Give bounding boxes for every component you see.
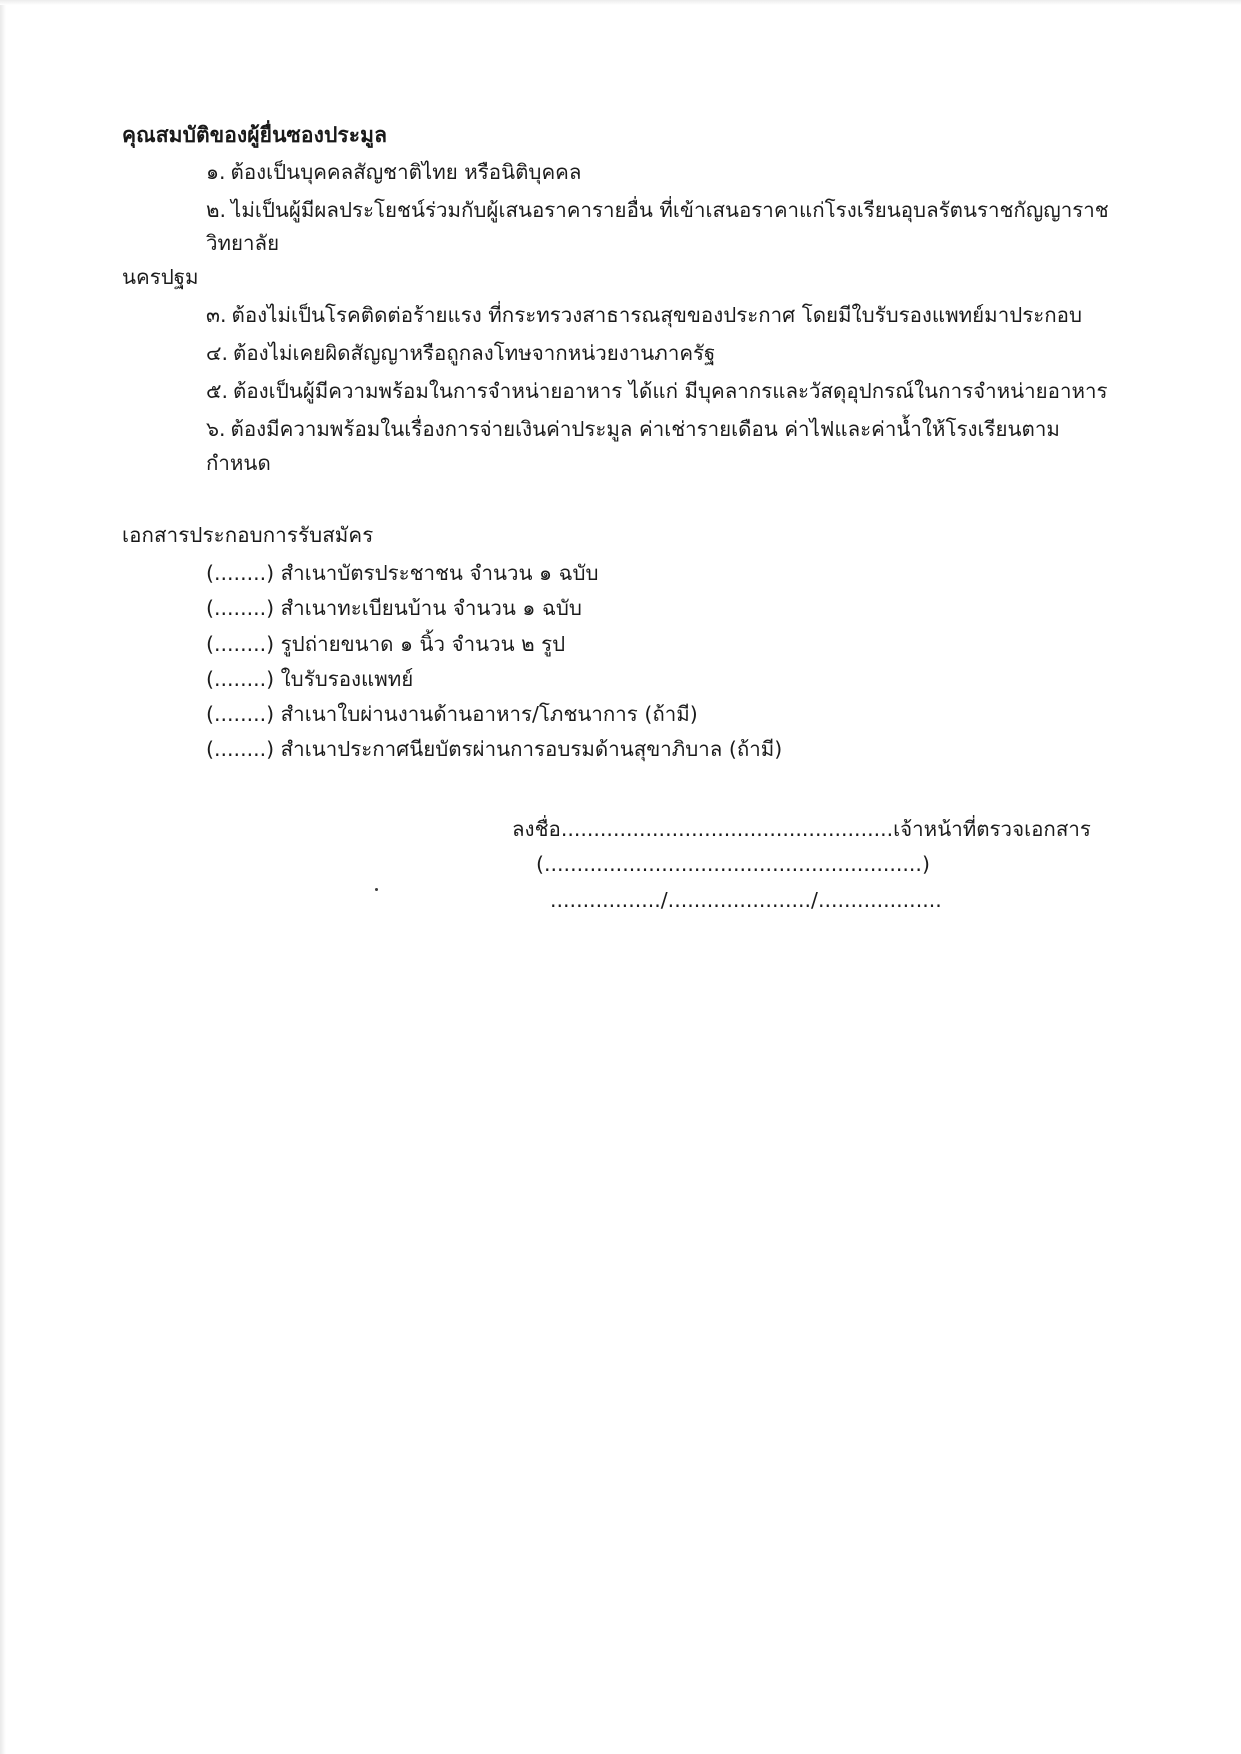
document-item-label: รูปถ่ายขนาด ๑ นิ้ว จำนวน ๒ รูป	[280, 631, 566, 656]
list-item	[122, 194, 1122, 294]
scan-edge-left	[0, 0, 6, 1754]
scan-edge-top	[0, 0, 1241, 5]
signature-dots[interactable]: ...................................................	[560, 816, 894, 841]
required-documents-heading: เอกสารประกอบการรับสมัคร	[122, 522, 374, 547]
item-number: ๒.	[206, 198, 227, 223]
required-documents-list	[122, 556, 1122, 768]
item-number: ๕.	[206, 379, 229, 404]
signature-name-line[interactable]: (..........................................................)	[536, 852, 930, 877]
qualification-row	[122, 337, 1122, 370]
item-text: ต้องไม่เป็นโรคติดต่อร้ายแรง ที่กระทรวงสาธารณสุขของประกาศ โดยมีใบรับรองแพทย์มาประกอบ	[231, 302, 1082, 327]
item-text: ต้องไม่เคยผิดสัญญาหรือถูกลงโทษจากหน่วยงานภาครัฐ	[233, 341, 716, 366]
checkbox-blank[interactable]: (........)	[206, 631, 275, 656]
scan-artifact-dot	[375, 888, 378, 891]
document-content	[122, 125, 1122, 919]
document-item-label: สำเนาบัตรประชาชน จำนวน ๑ ฉบับ	[280, 561, 599, 586]
item-number: ๑.	[206, 160, 226, 184]
section-spacer	[122, 485, 1122, 519]
list-item	[122, 413, 1122, 479]
item-number: ๖.	[206, 417, 226, 442]
checkbox-blank[interactable]: (........)	[206, 561, 275, 586]
signature-block	[122, 812, 1122, 920]
document-item-label: ใบรับรองแพทย์	[280, 666, 414, 691]
list-item	[122, 375, 1122, 408]
checkbox-blank[interactable]: (........)	[206, 737, 275, 762]
list-item	[122, 591, 1122, 626]
qualification-row	[122, 375, 1122, 408]
document-item-label: สำเนาประกาศนียบัตรผ่านการอบรมด้านสุขาภิบาล (ถ้ามี)	[280, 737, 783, 762]
qualification-row	[122, 194, 1122, 260]
list-item	[122, 156, 1122, 189]
checkbox-blank[interactable]: (........)	[206, 596, 275, 621]
list-item	[122, 662, 1122, 697]
qualifications-heading: คุณสมบัติของผู้ยื่นซองประมูล	[122, 123, 388, 147]
item-text: ต้องเป็นผู้มีความพร้อมในการจำหน่ายอาหาร ได้แก่ มีบุคลากรและวัสดุอุปกรณ์ในการจำหน่ายอาหาร	[233, 379, 1108, 404]
signature-label: ลงชื่อ	[512, 816, 561, 841]
list-item	[122, 299, 1122, 332]
checkbox-blank[interactable]: (........)	[206, 666, 275, 691]
list-item	[122, 732, 1122, 767]
item-text: ต้องเป็นบุคคลสัญชาติไทย หรือนิติบุคคล	[230, 160, 582, 184]
qualification-row	[122, 156, 1122, 189]
item-number: ๓.	[206, 302, 227, 327]
qualification-row	[122, 413, 1122, 479]
document-item-label: สำเนาทะเบียนบ้าน จำนวน ๑ ฉบับ	[280, 596, 582, 621]
list-item	[122, 697, 1122, 732]
item-number: ๔.	[206, 341, 229, 366]
checkbox-blank[interactable]: (........)	[206, 702, 275, 727]
signature-line	[512, 812, 1122, 848]
signature-date-line[interactable]: ................./....................../...................	[550, 888, 942, 913]
list-item	[122, 627, 1122, 662]
item-text-continuation: นครปฐม	[122, 264, 199, 289]
list-item	[122, 337, 1122, 370]
list-item	[122, 556, 1122, 591]
qualification-row	[122, 299, 1122, 332]
signature-role-label: เจ้าหน้าที่ตรวจเอกสาร	[893, 816, 1091, 841]
document-item-label: สำเนาใบผ่านงานด้านอาหาร/โภชนาการ (ถ้ามี)	[280, 702, 698, 727]
qualifications-list	[122, 156, 1122, 480]
item-text: ต้องมีความพร้อมในเรื่องการจ่ายเงินค่าประมูล ค่าเช่ารายเดือน ค่าไฟและค่าน้ำให้โรงเรียนตามกำหนด	[206, 417, 1060, 475]
item-text: ไม่เป็นผู้มีผลประโยชน์ร่วมกับผู้เสนอราคารายอื่น ที่เข้าเสนอราคาแก่โรงเรียนอุบลรัตนราชกัญญาราชวิทยาลัย	[206, 198, 1109, 256]
